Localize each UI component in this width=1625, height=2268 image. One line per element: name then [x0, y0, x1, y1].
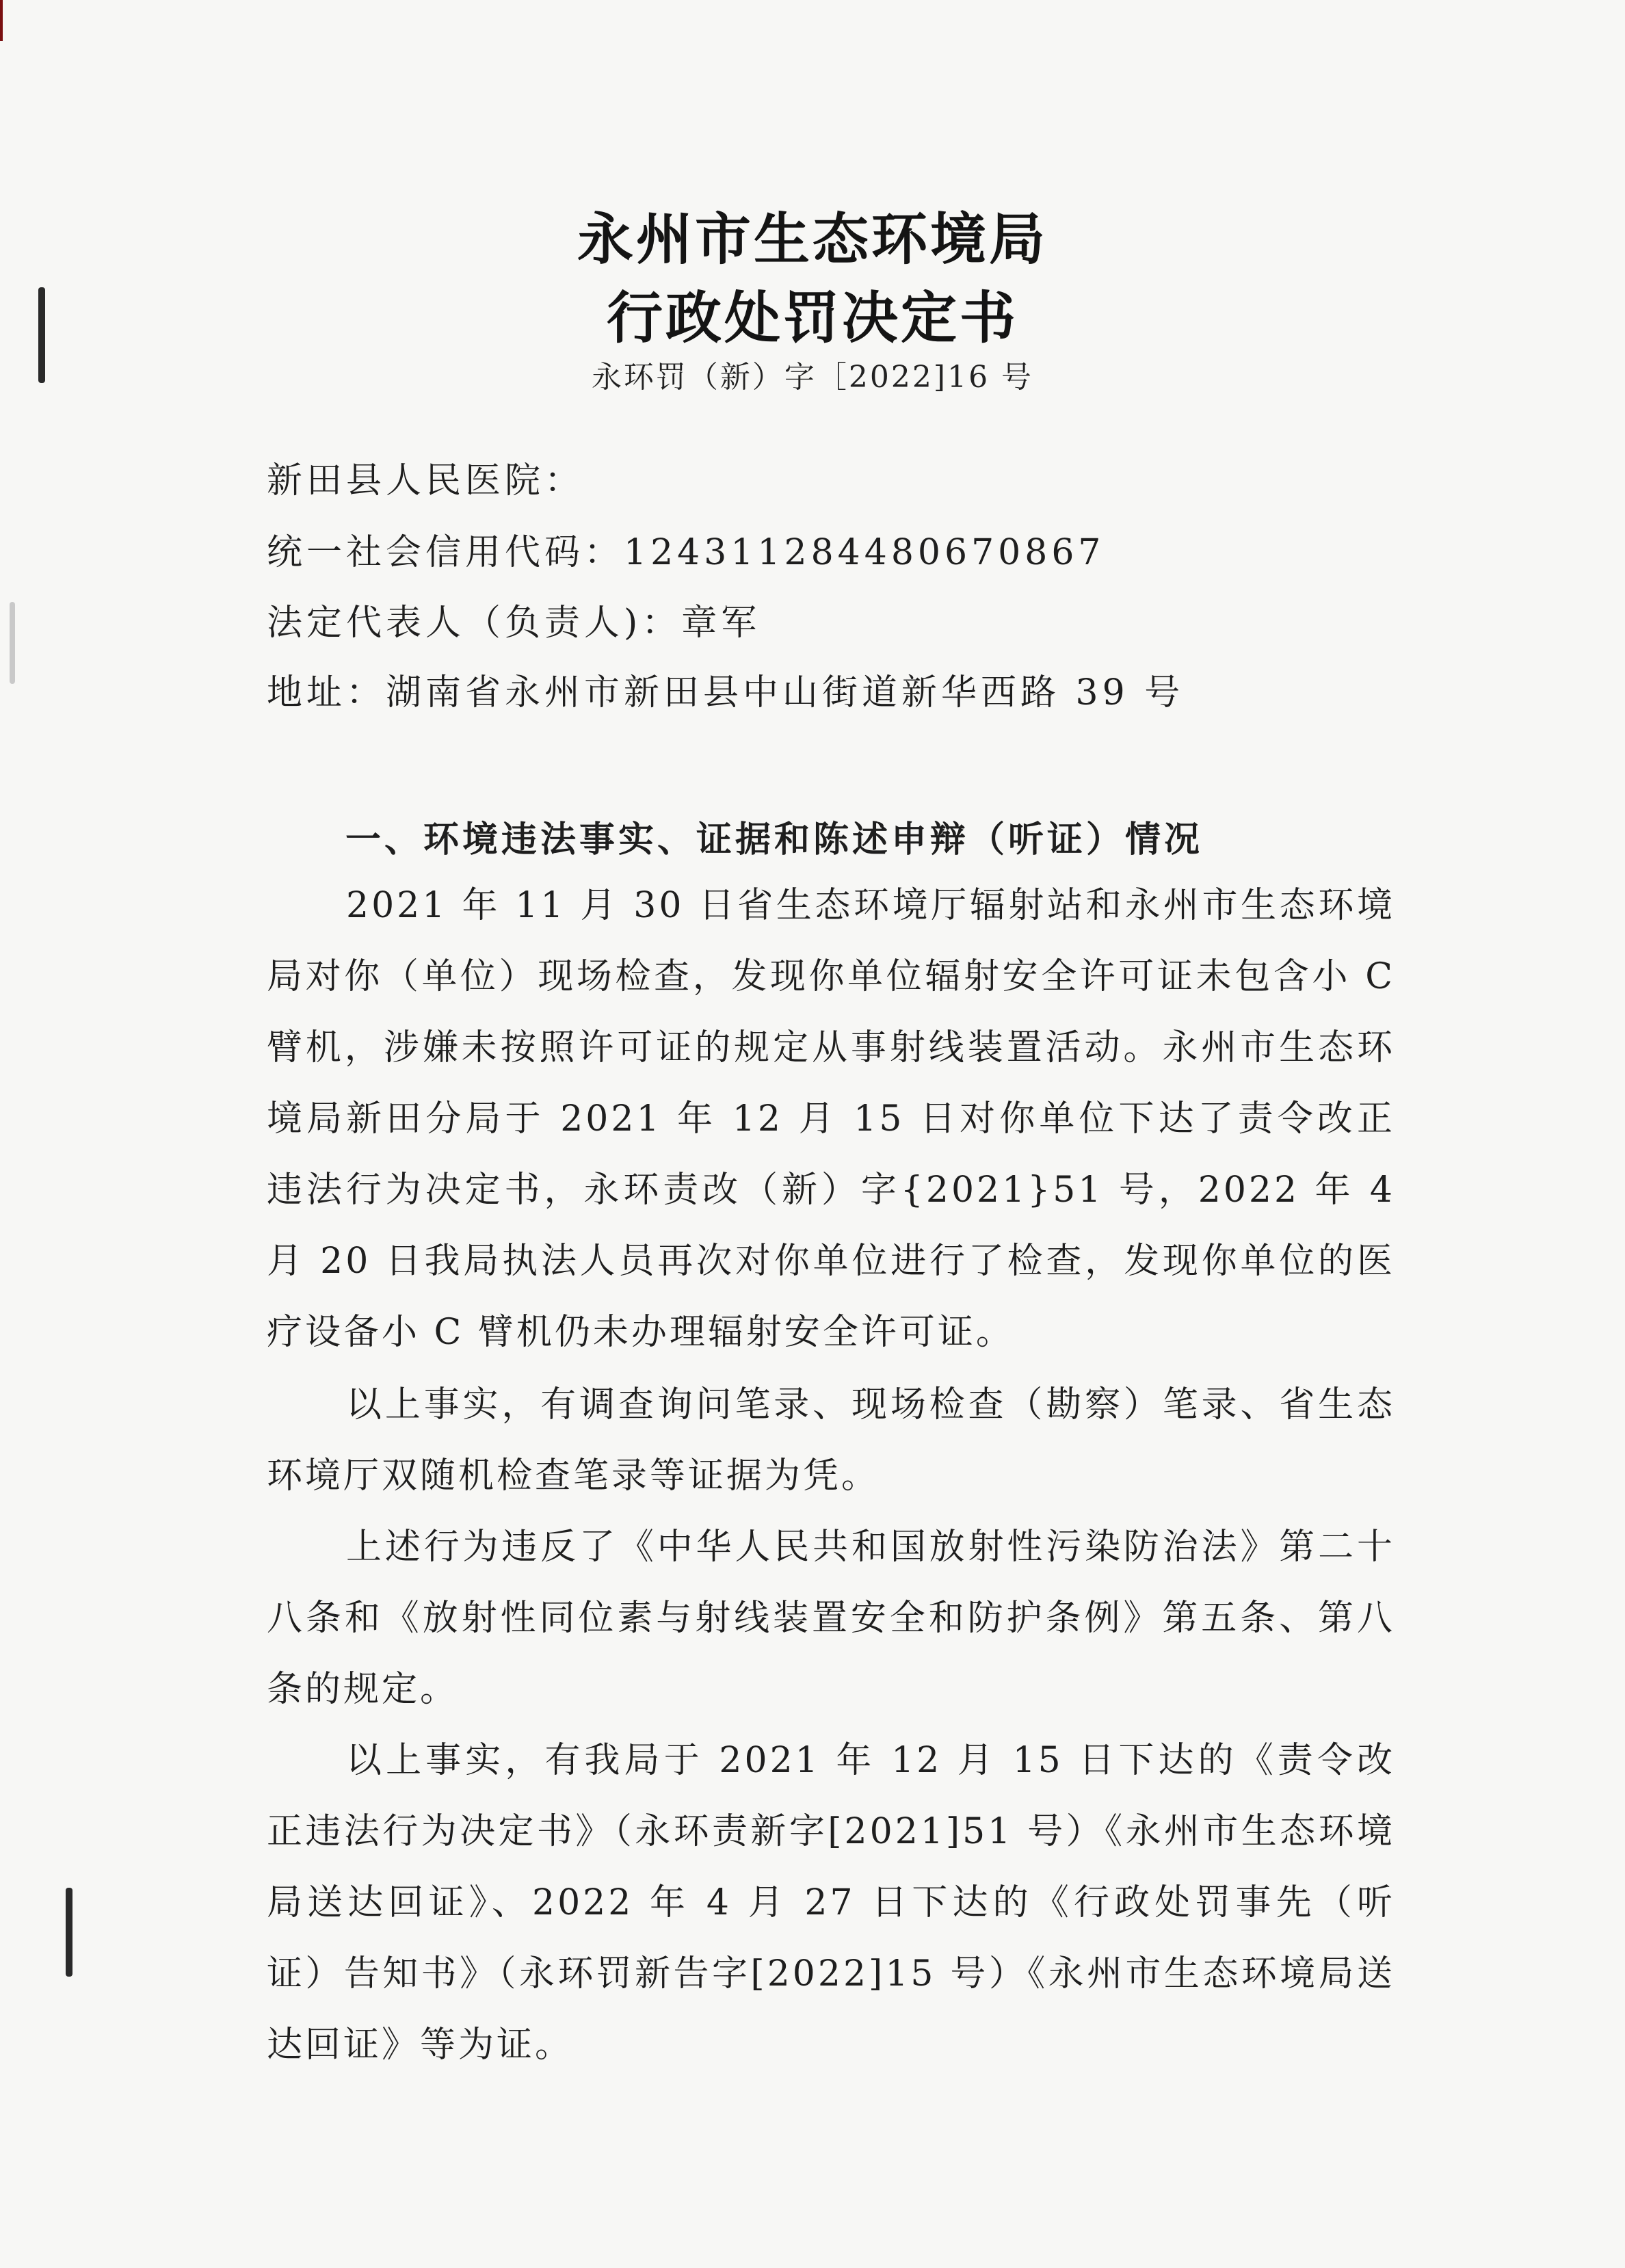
credit-code: 统一社会信用代码：124311284480670867: [267, 532, 1105, 573]
paragraph-evidence: 以上事实，有调查询问笔录、现场检查（勘察）笔录、省生态环境厅双随机检查笔录等证据为凭。: [267, 1384, 1395, 1496]
agency-title: 永州市生态环境局: [577, 207, 1048, 272]
paragraph-violation: 上述行为违反了《中华人民共和国放射性污染防治法》第二十八条和《放射性同位素与射线装置安全和防护条例》第五条、第八条的规定。: [267, 1527, 1395, 1710]
recipient-name: 新田县人民医院：: [267, 460, 585, 501]
legal-representative: 法定代表人（负责人)：章军: [267, 603, 761, 644]
document-number: 永环罚（新）字［2022]16 号: [591, 360, 1034, 395]
paragraph-proof: 以上事实，有我局于 2021 年 12 月 15 日下达的《责令改正违法行为决定书》（永环责新字[2021]51 号）《永州市生态环境局送达回证》、2022 年 4 月 27 日下达的《行政处罚事先（听证）告知书》（永环罚新告字[2022]15 号）《永州市生态环境局送达回证》等为证。: [267, 1740, 1395, 2066]
binding-hole-mark: [66, 1888, 72, 1977]
section-heading: 一、环境违法事实、证据和陈述申辩（听证）情况: [345, 819, 1204, 860]
paragraph-facts: 2021 年 11 月 30 日省生态环境厅辐射站和永州市生态环境局对你（单位）现场检查，发现你单位辐射安全许可证未包含小 C 臂机，涉嫌未按照许可证的规定从事射线装置活动。永州市生态环境局新田分局于 2021 年 12 月 15 日对你单位下达了责令改正违法行为决定书，永环责改（新）字{2021}51 号，2022 年 4 月 20 日我局执法人员再次对你单位进行了检查，发现你单位的医疗设备小 C 臂机仍未办理辐射安全许可证。: [267, 885, 1395, 1353]
scan-edge-mark: [0, 0, 3, 41]
document-type-title: 行政处罚决定书: [606, 286, 1018, 351]
address: 地址：湖南省永州市新田县中山街道新华西路 39 号: [267, 672, 1185, 713]
scan-shadow-mark: [10, 602, 15, 684]
